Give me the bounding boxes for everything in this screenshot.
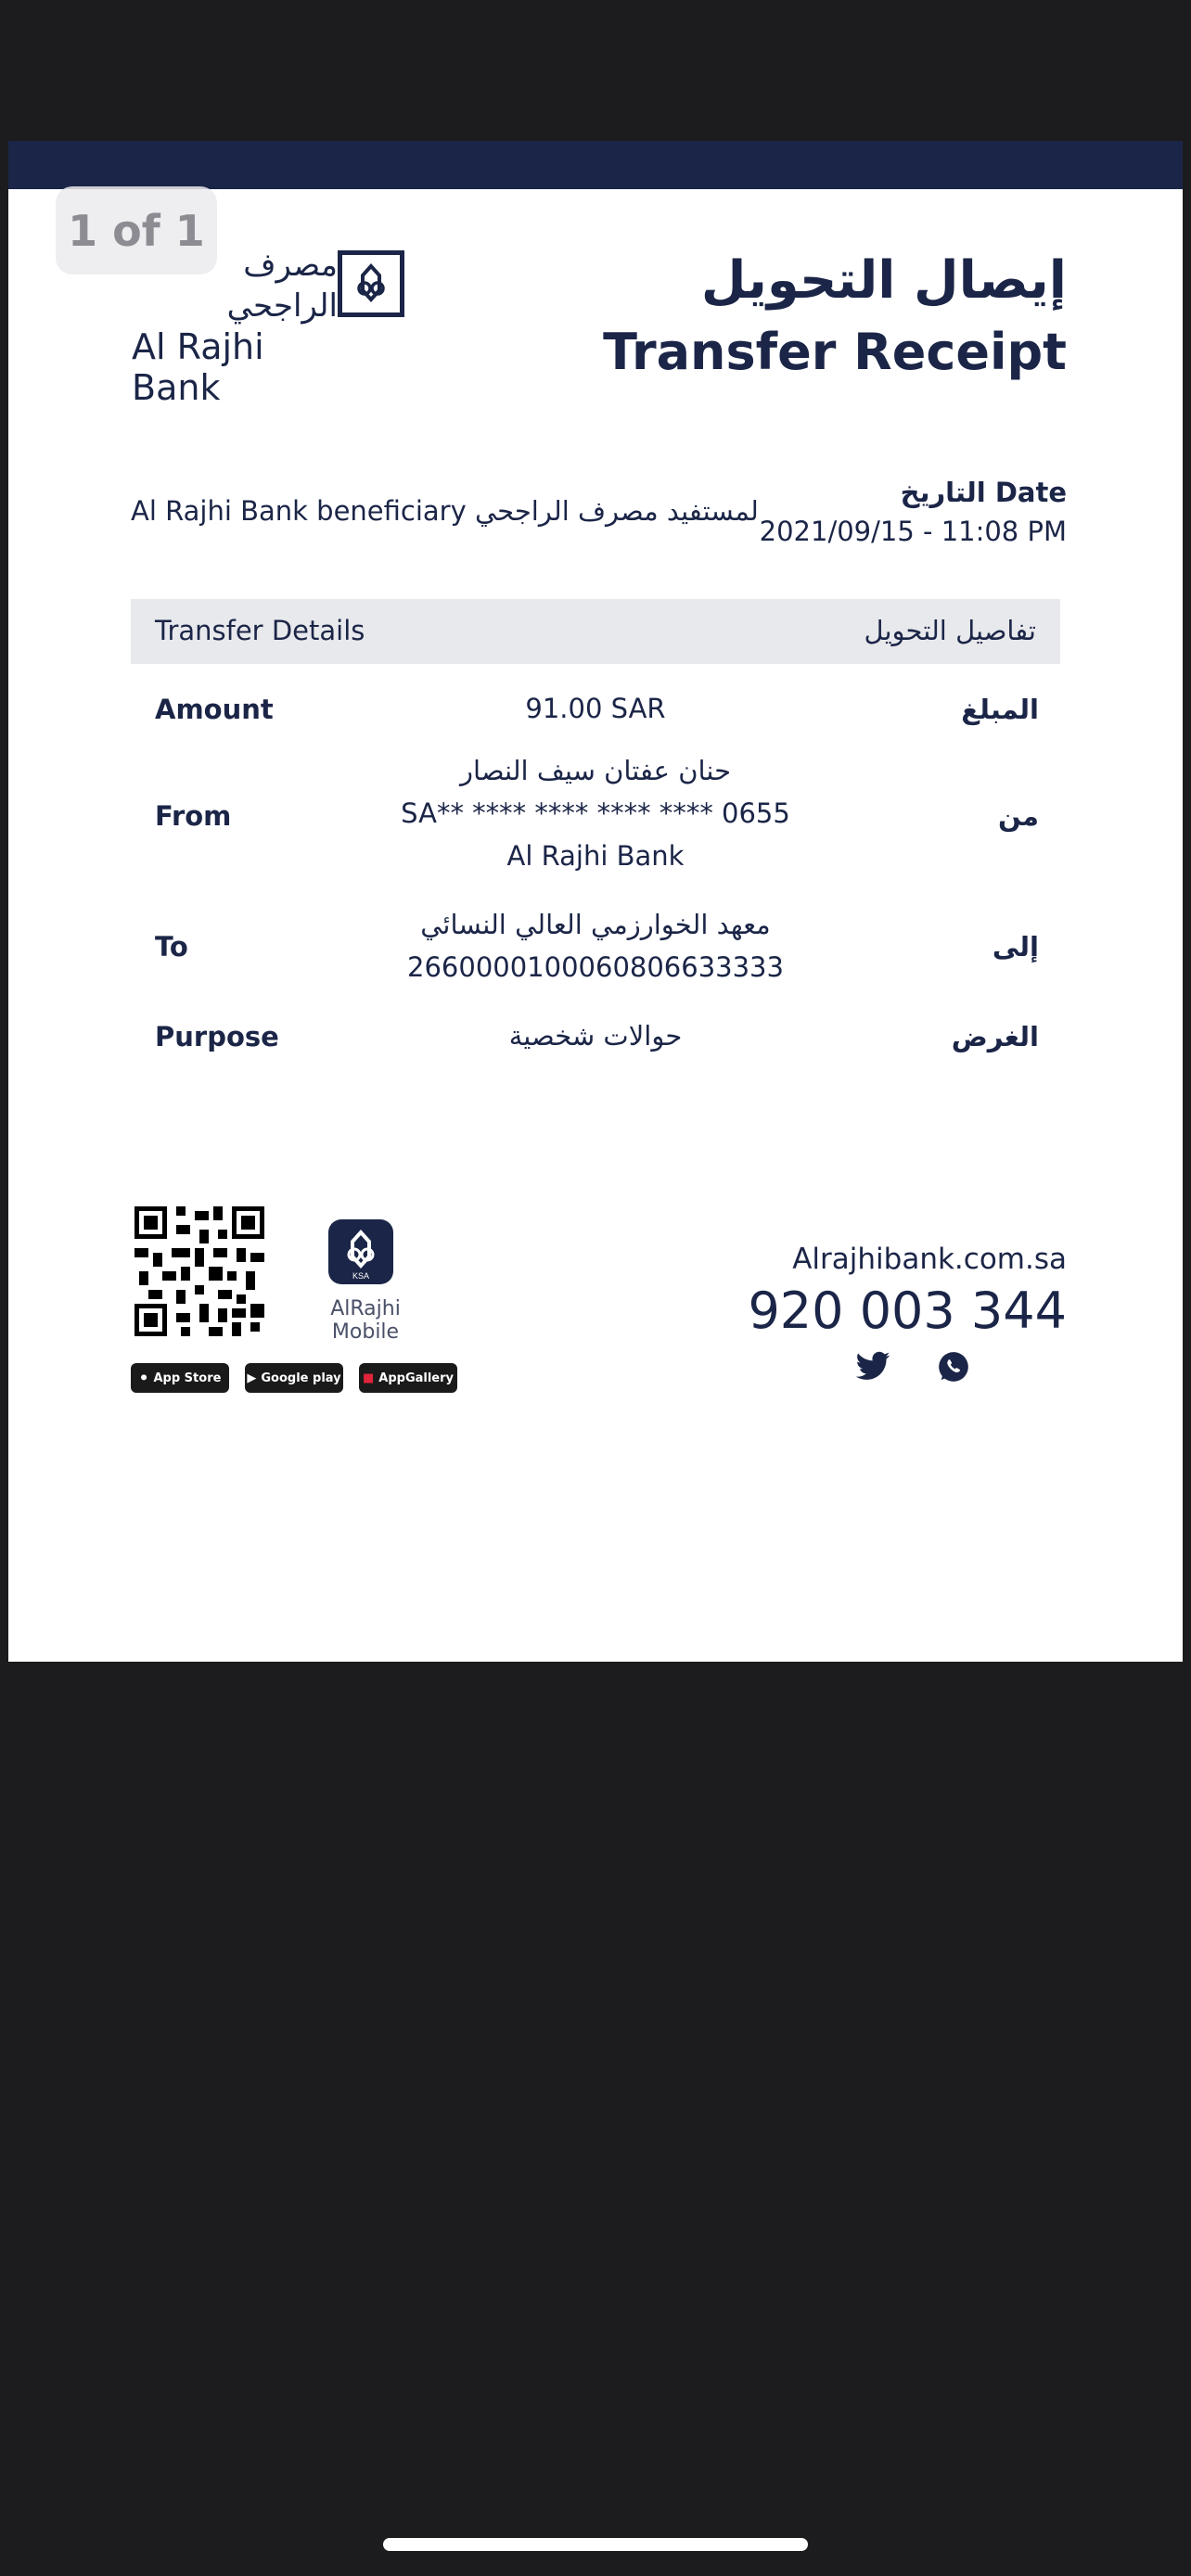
twitter-icon[interactable]: [854, 1348, 891, 1385]
bank-name-ar: مصرف الراجحي: [226, 247, 338, 325]
app-store-badge[interactable]: [131, 1363, 229, 1393]
app-name: AlRajhi Mobile: [330, 1297, 401, 1344]
amount-value: 91.00 SAR: [525, 693, 666, 724]
from-name: حنان عفتان سيف النصار: [459, 755, 732, 786]
page-top-band: [8, 141, 1183, 189]
app-badge-text: KSA: [352, 1271, 370, 1281]
receipt-page: [8, 141, 1183, 1662]
bank-phone[interactable]: 920 003 344: [748, 1282, 1067, 1340]
to-account: 2660000100060806633333: [407, 951, 784, 983]
to-label-ar: إلى: [992, 931, 1039, 963]
from-label-ar: من: [997, 800, 1039, 832]
appgallery-label: AppGallery: [378, 1371, 455, 1385]
whatsapp-icon[interactable]: [935, 1348, 972, 1385]
bank-website[interactable]: Alrajhibank.com.sa: [792, 1243, 1067, 1276]
amount-label-ar: المبلغ: [961, 694, 1039, 725]
home-indicator[interactable]: [383, 2538, 808, 2551]
from-iban: SA** **** **** **** **** 0655: [401, 797, 790, 829]
from-label: From: [155, 800, 232, 832]
page-counter: 1 of 1: [56, 186, 217, 274]
bank-logo-icon: [338, 250, 404, 317]
appgallery-badge[interactable]: [359, 1363, 457, 1393]
receipt-title-ar: إيصال التحويل: [700, 250, 1067, 311]
huawei-icon: ■: [362, 1371, 375, 1385]
apple-icon: ⚫: [138, 1371, 149, 1385]
google-play-icon: ▶: [247, 1371, 257, 1385]
google-play-badge[interactable]: [245, 1363, 343, 1393]
from-bank: Al Rajhi Bank: [506, 840, 685, 872]
bank-name-en: Al Rajhi Bank: [132, 326, 264, 408]
date-value: 2021/09/15 - 11:08 PM: [759, 516, 1067, 547]
purpose-value: حوالات شخصية: [508, 1020, 683, 1052]
transfer-details-header: [131, 599, 1060, 664]
details-header-en: Transfer Details: [155, 615, 365, 646]
alrajhi-mobile-app-icon[interactable]: [328, 1219, 393, 1284]
receipt-title-en: Transfer Receipt: [603, 323, 1067, 381]
beneficiary-type: Al Rajhi Bank beneficiary لمستفيد مصرف الراجحي: [131, 495, 759, 527]
google-play-label: Google play: [261, 1371, 341, 1385]
details-header-ar: تفاصيل التحويل: [864, 615, 1036, 646]
app-store-label: App Store: [153, 1371, 222, 1385]
to-label: To: [155, 931, 188, 963]
purpose-label: Purpose: [155, 1021, 279, 1052]
amount-label: Amount: [155, 694, 274, 725]
qr-code: [134, 1206, 264, 1336]
date-label: التاريخ Date: [900, 477, 1067, 508]
to-name: معهد الخوارزمي العالي النسائي: [420, 909, 771, 940]
purpose-label-ar: الغرض: [951, 1021, 1039, 1052]
